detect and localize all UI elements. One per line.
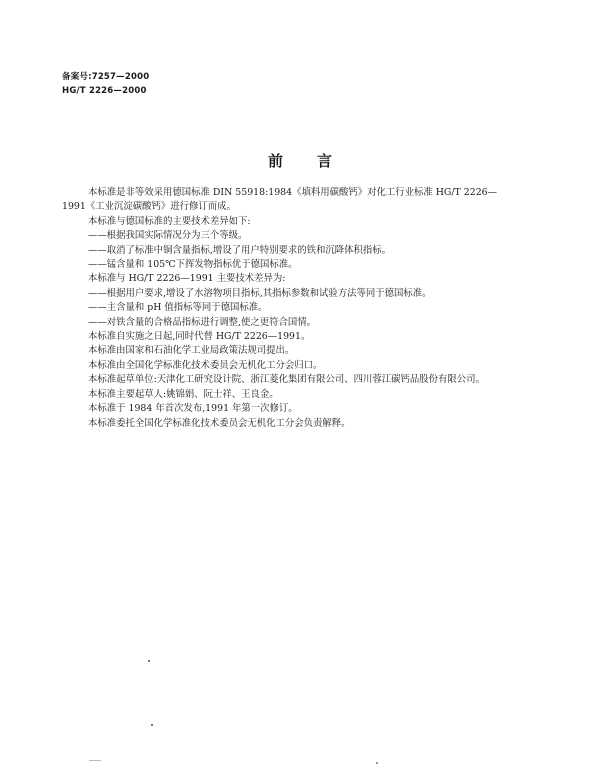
paragraph: 本标准起草单位:天津化工研究设计院、浙江菱化集团有限公司、四川蓉江碳钙品股份有限公司。	[88, 374, 485, 386]
paragraph: 本标准主要起草人:姚锦娟、阮士祥、王良金。	[88, 388, 279, 400]
list-item: ——根据用户要求,增设了水溶物项目指标,其指标参数和试验方法等同于德国标准。	[88, 287, 432, 299]
foreword-body	[62, 186, 543, 431]
list-item: ——对铁含量的合格品指标进行调整,使之更符合国情。	[88, 316, 316, 328]
filing-number: 备案号:7257—2000	[62, 72, 150, 82]
scan-speck	[89, 760, 101, 761]
paragraph: 本标准由全国化学标准化技术委员会无机化工分会归口。	[88, 359, 323, 371]
standard-number: HG/T 2226—2000	[62, 86, 147, 96]
scan-speck	[151, 724, 153, 726]
scan-speck	[148, 660, 150, 662]
paragraph: 本标准与 HG/T 2226—1991 主要技术差异为:	[88, 273, 286, 285]
list-item: ——主含量和 pH 值指标等同于德国标准。	[88, 302, 268, 314]
list-item: ——取消了标准中铜含量指标,增设了用户特别要求的铁和沉降体积指标。	[88, 244, 391, 256]
paragraph: 本标准是非等效采用德国标准 DIN 55918:1984《填料用碳酸钙》对化工行业标准 HG/T 2226—	[88, 187, 497, 198]
document-header	[62, 70, 149, 98]
list-item: ——根据我国实际情况分为三个等级。	[88, 230, 248, 242]
paragraph: 本标准由国家和石油化学工业局政策法规司提出。	[88, 345, 295, 357]
paragraph: 本标准于 1984 年首次发布,1991 年第一次修订。	[88, 403, 298, 415]
page-title: 前言	[267, 152, 366, 170]
paragraph: 本标准委托全国化学标准化技术委员会无机化工分会负责解释。	[88, 417, 351, 429]
paragraph: 1991《工业沉淀碳酸钙》进行修订而成。	[62, 201, 236, 213]
list-item: ——锰含量和 105℃下挥发物指标优于德国标准。	[88, 259, 298, 271]
paragraph: 本标准与德国标准的主要技术差异如下:	[88, 215, 251, 227]
paragraph: 本标准自实施之日起,同时代替 HG/T 2226—1991。	[88, 331, 311, 343]
scan-speck	[376, 762, 378, 764]
